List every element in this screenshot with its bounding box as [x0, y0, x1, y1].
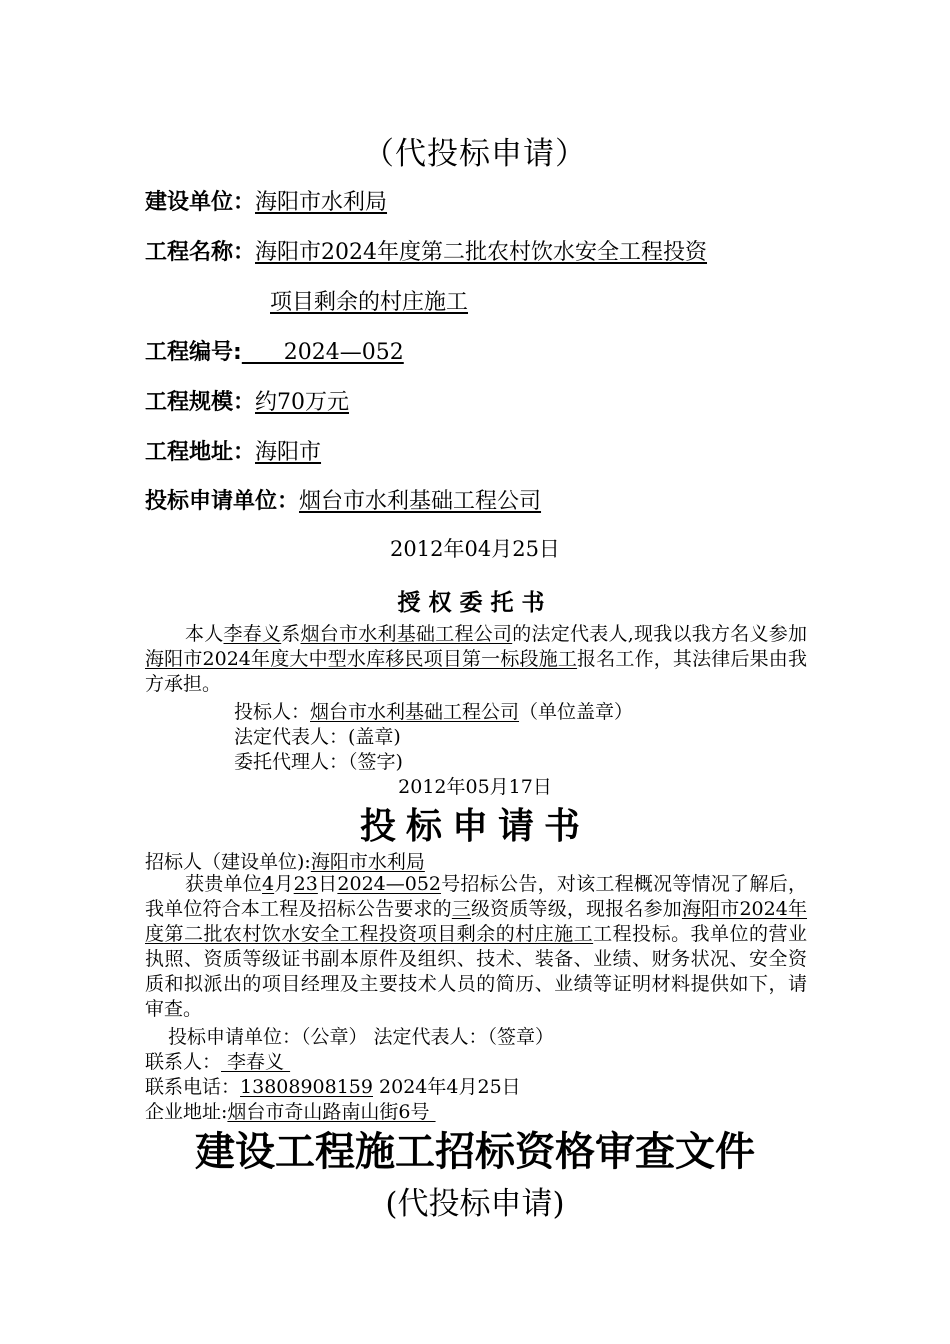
project-name: 海阳市2024年度第二批农村饮水安全工程投资项目剩余的村庄施工	[145, 898, 807, 945]
company-name: 烟台市水利基础工程公司	[300, 623, 513, 645]
tenderer-label: 招标人（建设单位):	[145, 851, 311, 873]
month: 4	[262, 873, 275, 895]
field-label: 投标申请单位：	[145, 489, 300, 514]
text: 级资质等级，现报名参加	[471, 898, 682, 920]
authorization-bidder-line	[234, 697, 633, 724]
application-tenderer	[145, 847, 425, 874]
text: 本人	[185, 623, 224, 645]
text: 月	[274, 873, 294, 895]
application-paragraph	[145, 872, 807, 1022]
field-label: 建设单位：	[145, 190, 256, 215]
cover-subtitle: （代投标申请）	[363, 136, 587, 172]
field-value: 2024—052	[241, 340, 404, 365]
field-project-name-cont	[270, 285, 468, 316]
field-value: 海阳市2024年度第二批农村饮水安全工程投资	[255, 240, 708, 265]
text: 号招标公告，对该工程概况等情况了解后，我单位符合本工程及招标公告要求的	[145, 873, 807, 920]
bidder-note: （单位盖章）	[519, 701, 634, 723]
field-value: 烟台市水利基础工程公司	[299, 489, 542, 514]
text: 工程投标。我单位的营业执照、资质等级证书副本原件及组织、技术、装备、业绩、财务状况、安全资质和拟派出的项目经理及主要技术人员的简历、业绩等证明材料提供如下，请审查。	[145, 923, 807, 1020]
field-label: 工程规模：	[145, 390, 256, 415]
application-sign-line: 投标申请单位：（公章） 法定代表人：（签章）	[168, 1026, 555, 1048]
text: 系	[281, 623, 301, 645]
notice-number: 2024—052	[337, 873, 442, 895]
authorization-legal-rep: 法定代表人：(盖章)	[234, 726, 401, 748]
field-label: 工程名称：	[145, 240, 256, 265]
authorization-agent: 委托代理人：（签字)	[234, 751, 403, 773]
contact-value: 李春义	[221, 1051, 291, 1073]
legal-rep-name: 李春义	[223, 623, 282, 645]
field-label: 工程地址：	[145, 440, 256, 465]
authorization-title: 授权委托书	[397, 590, 553, 616]
field-value: 海阳市水利局	[255, 190, 388, 215]
field-construction-unit	[145, 185, 387, 216]
text: 获贵单位	[185, 873, 263, 895]
text: 报名工作，其法律后果由我方承担。	[145, 648, 807, 695]
phone-label: 联系电话：	[145, 1076, 241, 1098]
field-project-number	[145, 335, 404, 366]
field-project-scale	[145, 385, 349, 416]
bidder-value: 烟台市水利基础工程公司	[310, 701, 520, 723]
application-title: 投标申请书	[359, 806, 590, 847]
address-label: 企业地址:	[145, 1101, 228, 1123]
field-label: 工程编号:	[145, 340, 242, 365]
field-value: 海阳市	[255, 440, 322, 465]
authorization-paragraph	[145, 622, 807, 697]
application-contact	[145, 1047, 290, 1074]
application-phone	[145, 1072, 521, 1099]
document-main-title: 建设工程施工招标资格审查文件	[195, 1129, 755, 1175]
bidder-label: 投标人：	[234, 701, 311, 723]
field-value: 约70万元	[255, 390, 350, 415]
qualification-grade: 三	[451, 898, 471, 920]
project-name: 海阳市2024年度大中型水库移民项目第一标段施工	[145, 648, 578, 670]
cover-date: 2012年04月25日	[390, 537, 560, 561]
field-project-address	[145, 435, 321, 466]
text: 的法定代表人,现我以我方名义参加	[512, 623, 807, 645]
field-project-name	[145, 235, 707, 266]
day: 23	[293, 873, 318, 895]
authorization-date: 2012年05月17日	[398, 776, 552, 798]
document-main-subtitle: (代投标申请)	[385, 1186, 565, 1222]
text: 日	[317, 873, 338, 895]
address-value: 烟台市奇山路南山街6号	[227, 1101, 436, 1123]
phone-date: 2024年4月25日	[373, 1076, 521, 1098]
tenderer-value: 海阳市水利局	[310, 851, 425, 873]
field-applicant	[145, 484, 541, 515]
phone-value: 13808908159	[240, 1076, 373, 1098]
field-value-line2: 项目剩余的村庄施工	[270, 290, 469, 315]
contact-label: 联系人：	[145, 1051, 222, 1073]
